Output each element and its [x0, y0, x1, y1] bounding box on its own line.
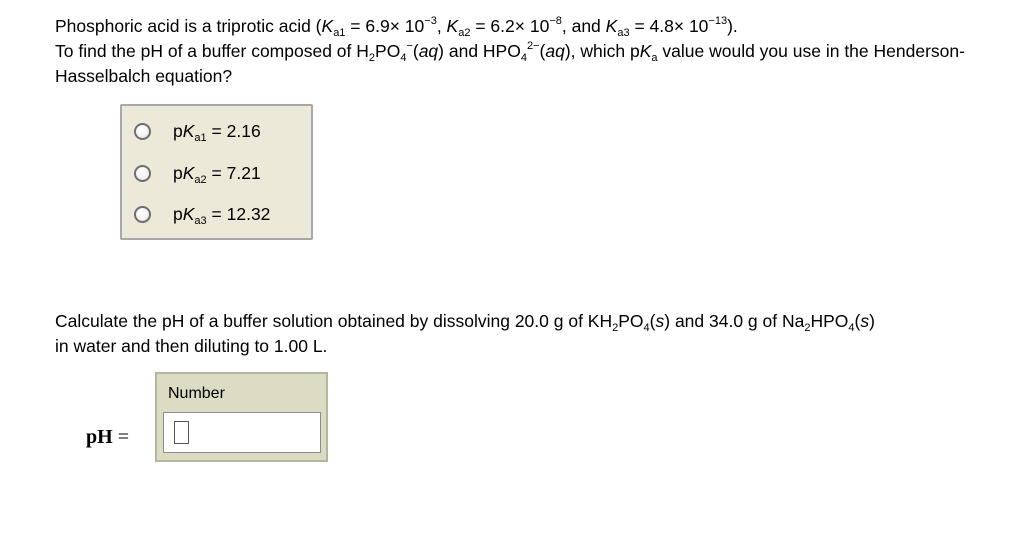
ph-label: pH =	[86, 426, 129, 448]
choice-pka2-label: $pK_{a2} = 7.21$	[173, 162, 261, 186]
radio-pka3[interactable]	[134, 206, 151, 223]
choice-pka3[interactable]	[134, 201, 270, 227]
text-cursor-box	[174, 421, 189, 444]
number-label: Number	[168, 385, 225, 402]
choice-pka2[interactable]	[134, 160, 261, 186]
answer-box	[155, 372, 328, 462]
choice-pka1[interactable]	[134, 118, 261, 144]
radio-pka2[interactable]	[134, 165, 151, 182]
question-1-text: Phosphoric acid is a triprotic acid ($K_{a1} = 6.9\times 10^{-3}$, $K_{a2} = 6.2\times 10^{-8}$, and $K_{a3} = 4.8\times 10^{-13}$). To find the pH of a buffer composed of $H_2PO_4^-(aq)$ and $HPO_4^{2-}(aq)$, which $pK_a$ value would you use in the Henderson-Hasselbalch equation?	[55, 15, 965, 86]
choice-pka1-label: $pK_{a1} = 2.16$	[173, 120, 261, 144]
choice-pka3-label: $pK_{a3} = 12.32$	[173, 203, 271, 227]
pka-choice-group	[120, 104, 313, 240]
ph-answer-input[interactable]	[163, 412, 321, 453]
radio-pka1[interactable]	[134, 123, 151, 140]
question-2-text: Calculate the pH of a buffer solution obtained by dissolving 20.0 g of $KH_2PO_4(s)$ and 34.0 g of $Na_2HPO_4(s)$ in water and then diluting to 1.00 L.	[55, 311, 875, 356]
